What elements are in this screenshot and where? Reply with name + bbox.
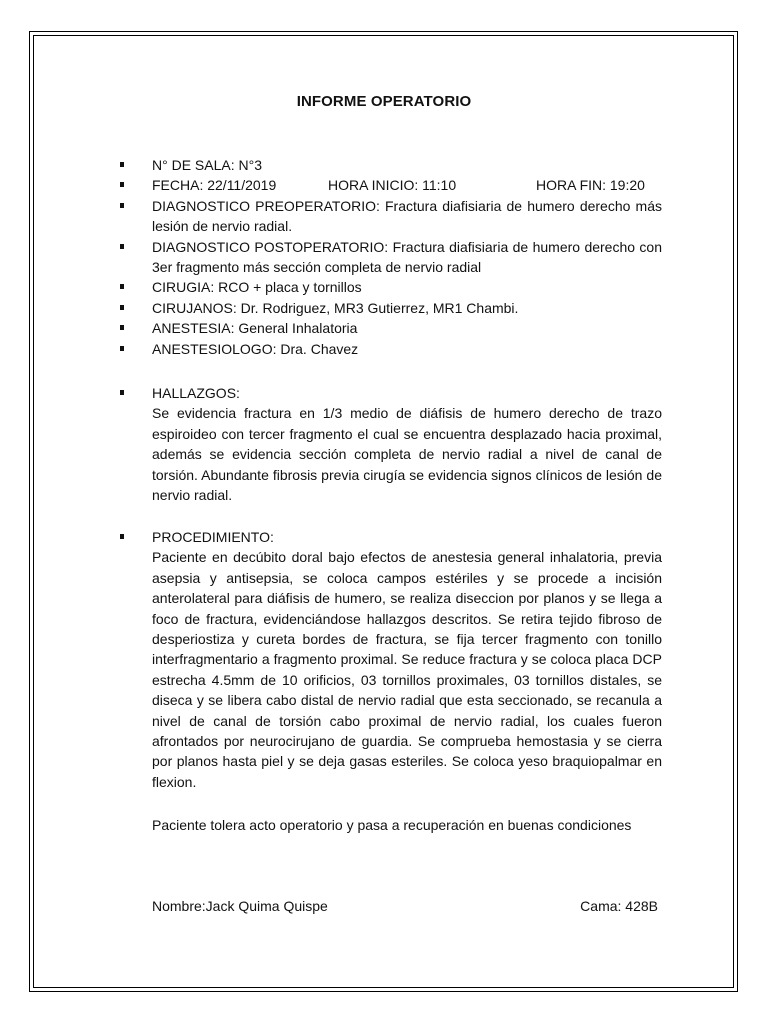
- cirujanos-text: CIRUJANOS: Dr. Rodriguez, MR3 Gutierrez, MR1 Chambi.: [152, 299, 519, 316]
- fecha-text: FECHA: 22/11/2019: [152, 177, 277, 194]
- list-item-anestesiologo: [152, 339, 662, 359]
- cirugia-text: CIRUGIA: RCO + placa y tornillos: [152, 279, 362, 296]
- sala-text: N° DE SALA: N°3: [152, 157, 263, 173]
- hora-inicio-text: HORA INICIO: 11:10: [328, 177, 457, 194]
- bullet-icon: [120, 390, 124, 395]
- list-item-sala: [152, 155, 662, 175]
- list-item-procedimiento: [152, 527, 662, 792]
- bullet-icon: [120, 325, 124, 330]
- list-item-anestesia: [152, 318, 662, 338]
- bullet-icon: [120, 534, 124, 539]
- bullet-icon: [120, 346, 124, 351]
- bullet-icon: [120, 305, 124, 310]
- bullet-icon: [120, 182, 124, 187]
- anestesia-text: ANESTESIA: General Inhalatoria: [152, 320, 358, 337]
- list-item-hallazgos: [152, 383, 662, 505]
- bullet-icon: [120, 203, 124, 208]
- list-item-cirujanos: [152, 298, 662, 318]
- hora-fin-text: HORA FIN: 19:20: [536, 177, 645, 194]
- hallazgos-text: Se evidencia fractura en 1/3 medio de diáfisis de humero derecho de trazo espiroideo con tercer fragmento el cual se encuentra desplazado hacia proximal, además se evidencia sección completa de nervio radial a nivel de canal de torsión. Abundante fibrosis previa cirugía se evidencia signos clínicos de lesión de nervio radial.: [152, 405, 662, 504]
- footer: [152, 898, 658, 914]
- diagnostico-post-text: DIAGNOSTICO POSTOPERATORIO: Fractura diafisiaria de humero derecho con 3er fragmento más sección completa de nervio radial: [152, 238, 662, 276]
- list-item-fecha: [152, 175, 662, 195]
- list-item-diagnostico-pre: [152, 196, 662, 237]
- anestesiologo-text: ANESTESIOLOGO: Dra. Chavez: [152, 340, 359, 357]
- procedimiento-heading: PROCEDIMIENTO:: [152, 529, 274, 545]
- document-title: INFORME OPERATORIO: [296, 93, 472, 110]
- conclusion-text: Paciente tolera acto operatorio y pasa a recuperación en buenas condiciones: [152, 817, 632, 833]
- bullet-icon: [120, 284, 124, 289]
- patient-name: Nombre:Jack Quima Quispe: [152, 898, 328, 914]
- list-item-cirugia: [152, 277, 662, 297]
- bed-number: Cama: 428B: [580, 898, 658, 914]
- diagnostico-pre-text: DIAGNOSTICO PREOPERATORIO: Fractura diafisiaria de humero derecho más lesión de nervio radial.: [152, 197, 662, 235]
- list-item-diagnostico-post: [152, 237, 662, 278]
- hallazgos-heading: HALLAZGOS:: [152, 385, 240, 401]
- bullet-icon: [120, 162, 124, 167]
- bullet-icon: [120, 244, 124, 249]
- procedimiento-text: Paciente en decúbito doral bajo efectos de anestesia general inhalatoria, previa asepsia y antisepsia, se coloca campos estériles y se procede a incisión anterolateral para diáfisis de humero, se realiza diseccion por planos y se llega a foco de fractura, evidenciándose hallazgos descritos. Se retira tejido fibroso de desperiostiza y cureta bordes de fractura, se fija tercer fragmento con tonillo interfragmentario a fragmento proximal. Se reduce fractura y se coloca placa DCP estrecha 4.5mm de 10 orificios, 03 tornillos proximales, 03 tornillos distales, se diseca y se libera cabo distal de nervio radial que esta seccionado, se recanula a nivel de canal de torsión cabo proximal de nervio radial, los cuales fueron afrontados por neurocirujano de guardia. Se comprueba hemostasia y se cierra por planos hasta piel y se deja gasas esteriles. Se coloca yeso braquiopalmar en flexion.: [152, 549, 662, 790]
